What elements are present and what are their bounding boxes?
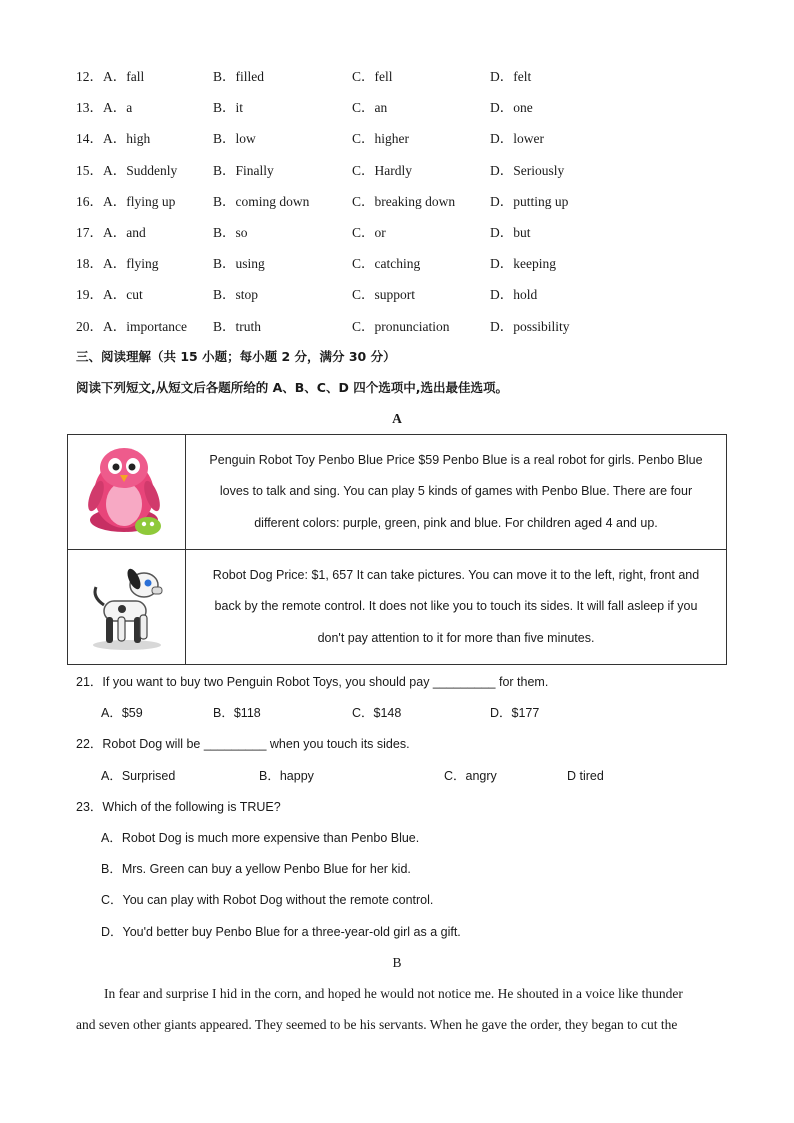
cloze-row: [76, 286, 716, 304]
option-c[interactable]: C．pronunciation: [352, 318, 450, 334]
penguin-ad-line: different colors: purple, green, pink and blue. For children aged 4 and up.: [254, 515, 658, 530]
cloze-row: [76, 99, 716, 117]
option-b[interactable]: B．truth: [213, 318, 262, 334]
section-heading: 三、阅读理解（共 15 小题；每小题 2 分，满分 30 分）: [76, 349, 396, 364]
option-a[interactable]: A．a: [103, 100, 133, 116]
option-c[interactable]: C．breaking down: [352, 193, 456, 209]
cloze-row: [76, 255, 716, 273]
passage-a-label: A: [392, 411, 402, 426]
question-number: 15．: [76, 162, 103, 178]
penguin-image-cell: [68, 435, 186, 550]
option-a[interactable]: A．importance: [103, 318, 187, 334]
q23-option-a[interactable]: A．Robot Dog is much more expensive than Penbo Blue.: [101, 831, 420, 845]
dog-ad-line: don't pay attention to it for more than five minutes.: [317, 630, 595, 645]
section-instruction: 阅读下列短文,从短文后各题所给的 A、B、C、D 四个选项中,选出最佳选项。: [76, 380, 508, 395]
q22-option-b[interactable]: B．happy: [259, 769, 314, 783]
question-number: 20．: [76, 318, 103, 334]
option-b[interactable]: B．stop: [213, 287, 259, 303]
option-c[interactable]: C．or: [352, 225, 386, 240]
option-a[interactable]: A．fall: [103, 69, 145, 84]
robot-dog-icon: [82, 557, 172, 653]
cloze-row: [76, 162, 716, 180]
option-b[interactable]: B．so: [213, 225, 248, 240]
q22-option-d[interactable]: D tired: [567, 769, 604, 783]
q22-options: [101, 767, 741, 785]
option-c[interactable]: C．fell: [352, 69, 393, 84]
passage-b-line: and seven other giants appeared. They seemed to be his servants. When he gave the order, they began to cut the: [76, 1017, 678, 1032]
passage-b-label: B: [392, 955, 402, 970]
dog-ad-text: [186, 550, 727, 665]
question-number: 19．: [76, 287, 103, 303]
option-b[interactable]: B．Finally: [213, 162, 274, 178]
cloze-row: [76, 224, 716, 242]
option-d[interactable]: D．possibility: [490, 318, 570, 334]
question-number: 18．: [76, 256, 103, 272]
q23-stem: 23．Which of the following is TRUE?: [76, 800, 281, 814]
pink-penguin-robot-toy-icon: [82, 442, 172, 538]
q21-stem: 21．If you want to buy two Penguin Robot Toys, you should pay _________ for them.: [76, 675, 549, 689]
option-d[interactable]: D．Seriously: [490, 162, 565, 178]
option-a[interactable]: A．flying: [103, 256, 159, 272]
option-d[interactable]: D．hold: [490, 287, 538, 303]
option-b[interactable]: B．it: [213, 100, 244, 116]
option-d[interactable]: D．putting up: [490, 193, 569, 209]
ads-table: [67, 434, 727, 665]
dog-ad-line: back by the remote control. It does not like you to touch its sides. It will fall asleep if you: [214, 599, 698, 614]
cloze-row: [76, 193, 716, 211]
option-a[interactable]: A．high: [103, 131, 151, 147]
ad-row-penguin: [68, 435, 727, 550]
question-number: 16．: [76, 193, 103, 209]
option-d[interactable]: D．lower: [490, 131, 544, 147]
option-d[interactable]: D．keeping: [490, 256, 556, 272]
option-c[interactable]: C．an: [352, 100, 388, 116]
q22-option-c[interactable]: C．angry: [444, 769, 497, 783]
option-d[interactable]: D．but: [490, 225, 531, 240]
q23-option-b[interactable]: B．Mrs. Green can buy a yellow Penbo Blue for her kid.: [101, 862, 411, 876]
option-b[interactable]: B．coming down: [213, 193, 310, 209]
dog-ad-line: Robot Dog Price: $1, 657 It can take pictures. You can move it to the left, right, front and: [212, 567, 700, 582]
option-b[interactable]: B．filled: [213, 69, 264, 84]
cloze-row: [76, 130, 716, 148]
option-a[interactable]: A．cut: [103, 287, 143, 303]
option-c[interactable]: C．higher: [352, 131, 409, 147]
q21-options: [101, 704, 741, 722]
question-number: 17．: [76, 225, 103, 240]
question-number: 14．: [76, 131, 103, 147]
option-a[interactable]: A．Suddenly: [103, 162, 178, 178]
cloze-row: [76, 68, 716, 86]
q21-option-b[interactable]: B．$118: [213, 706, 261, 720]
cloze-row: [76, 318, 716, 336]
q22-option-a[interactable]: A．Surprised: [101, 769, 176, 783]
option-b[interactable]: B．low: [213, 131, 256, 147]
option-c[interactable]: C．Hardly: [352, 162, 412, 178]
q23-option-d[interactable]: D．You'd better buy Penbo Blue for a three-year-old girl as a gift.: [101, 925, 461, 939]
option-d[interactable]: D．felt: [490, 69, 532, 84]
option-b[interactable]: B．using: [213, 256, 265, 272]
option-c[interactable]: C．support: [352, 287, 416, 303]
passage-b-line: In fear and surprise I hid in the corn, and hoped he would not notice me. He shouted in a voice like thunder: [104, 986, 683, 1001]
option-d[interactable]: D．one: [490, 100, 533, 116]
option-a[interactable]: A．and: [103, 225, 146, 240]
ad-row-dog: [68, 550, 727, 665]
question-number: 12．: [76, 69, 103, 84]
q23-option-c[interactable]: C．You can play with Robot Dog without the remote control.: [101, 893, 434, 907]
penguin-ad-line: loves to talk and sing. You can play 5 kinds of games with Penbo Blue. There are four: [219, 484, 693, 499]
penguin-ad-text: [186, 435, 727, 550]
option-c[interactable]: C．catching: [352, 256, 421, 272]
dog-image-cell: [68, 550, 186, 665]
q22-stem: 22．Robot Dog will be _________ when you touch its sides.: [76, 737, 410, 751]
q21-option-a[interactable]: A．$59: [101, 706, 143, 720]
penguin-ad-line: Penguin Robot Toy Penbo Blue Price $59 Penbo Blue is a real robot for girls. Penbo Blue: [209, 452, 703, 467]
q21-option-c[interactable]: C．$148: [352, 706, 402, 720]
q21-option-d[interactable]: D．$177: [490, 706, 540, 720]
option-a[interactable]: A．flying up: [103, 193, 176, 209]
question-number: 13．: [76, 100, 103, 116]
